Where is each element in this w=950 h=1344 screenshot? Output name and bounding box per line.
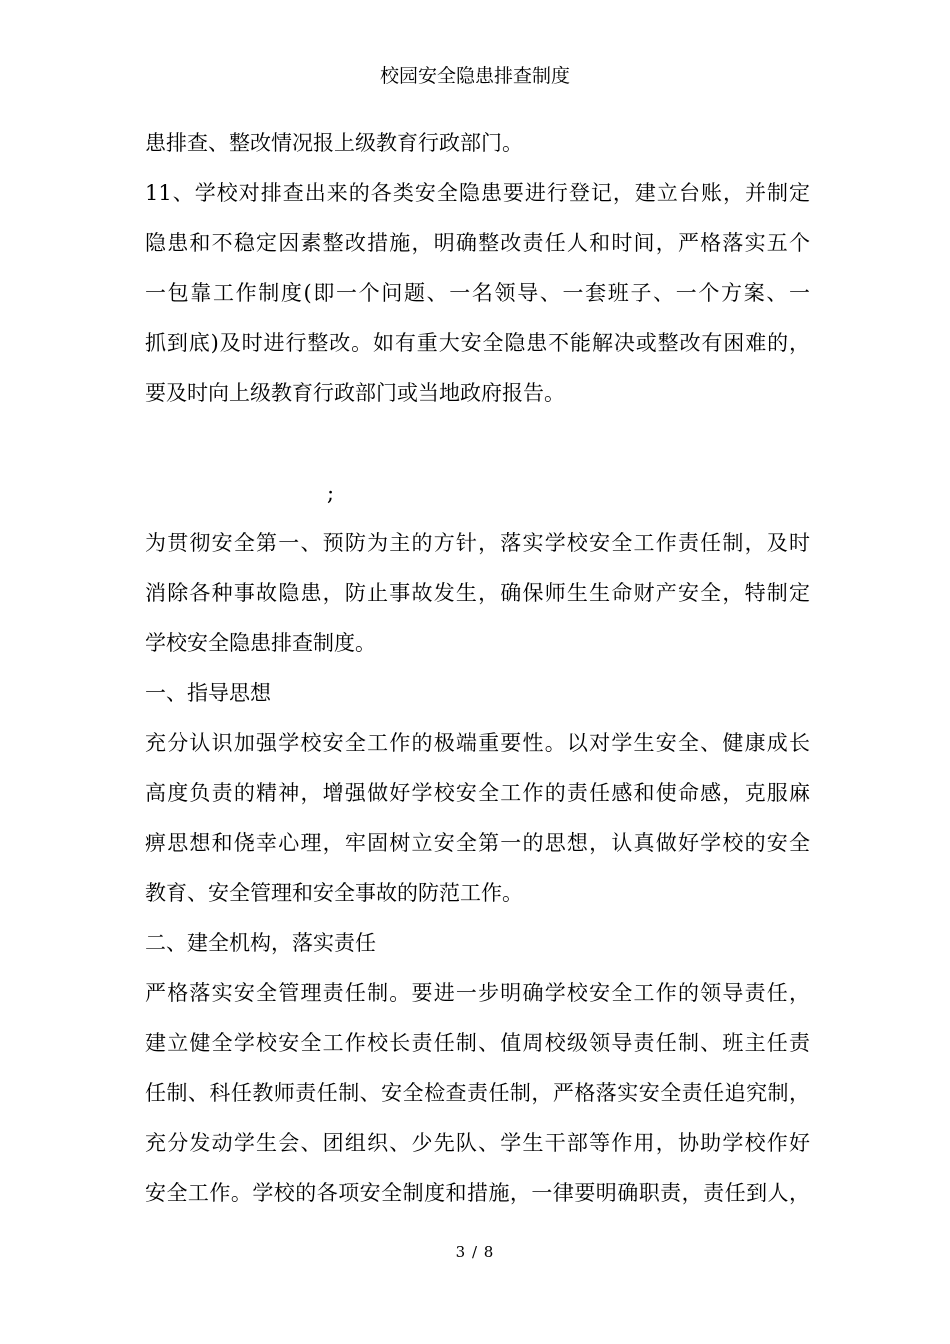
page-number: 3 / 8 — [455, 1243, 495, 1261]
separator-mark: ; — [327, 481, 335, 505]
paragraph-line: 充分发动学生会、团组织、少先队、学生干部等作用，协助学校作好 — [145, 1131, 810, 1155]
paragraph-line: 抓到底)及时进行整改。如有重大安全隐患不能解决或整改有困难的， — [145, 331, 810, 355]
running-header: 校园安全隐患排查制度 — [379, 65, 570, 87]
paragraph-line: 一包靠工作制度(即一个问题、一名领导、一套班子、一个方案、一 — [145, 281, 810, 305]
section-heading: 一、指导思想 — [145, 681, 271, 705]
paragraph-line: 学校安全隐患排查制度。 — [145, 631, 376, 655]
paragraph-line: 安全工作。学校的各项安全制度和措施，一律要明确职责，责任到人， — [145, 1181, 810, 1205]
blank-line — [145, 418, 810, 468]
section-heading: 二、建全机构，落实责任 — [145, 931, 376, 955]
paragraph-line: 患排查、整改情况报上级教育行政部门。 — [145, 131, 523, 155]
paragraph-line: 高度负责的精神，增强做好学校安全工作的责任感和使命感，克服麻 — [145, 781, 810, 805]
paragraph-line: 痹思想和侥幸心理，牢固树立安全第一的思想，认真做好学校的安全 — [145, 831, 810, 855]
paragraph-line: 为贯彻安全第一、预防为主的方针，落实学校安全工作责任制，及时 — [145, 531, 810, 555]
paragraph-line: 隐患和不稳定因素整改措施，明确整改责任人和时间，严格落实五个 — [145, 231, 810, 255]
paragraph-line: 任制、科任教师责任制、安全检查责任制，严格落实安全责任追究制， — [145, 1081, 810, 1105]
paragraph-line: 严格落实安全管理责任制。要进一步明确学校安全工作的领导责任， — [145, 981, 810, 1005]
paragraph-line: 要及时向上级教育行政部门或当地政府报告。 — [145, 381, 565, 405]
paragraph-line: 消除各种事故隐患，防止事故发生，确保师生生命财产安全，特制定 — [145, 581, 810, 605]
paragraph-line: 建立健全学校安全工作校长责任制、值周校级领导责任制、班主任责 — [145, 1031, 810, 1055]
paragraph-line: 充分认识加强学校安全工作的极端重要性。以对学生安全、健康成长 — [145, 731, 810, 755]
document-body — [145, 118, 810, 1218]
paragraph-line: 教育、安全管理和安全事故的防范工作。 — [145, 881, 523, 905]
paragraph-line: 11、学校对排查出来的各类安全隐患要进行登记，建立台账，并制定 — [145, 181, 810, 205]
